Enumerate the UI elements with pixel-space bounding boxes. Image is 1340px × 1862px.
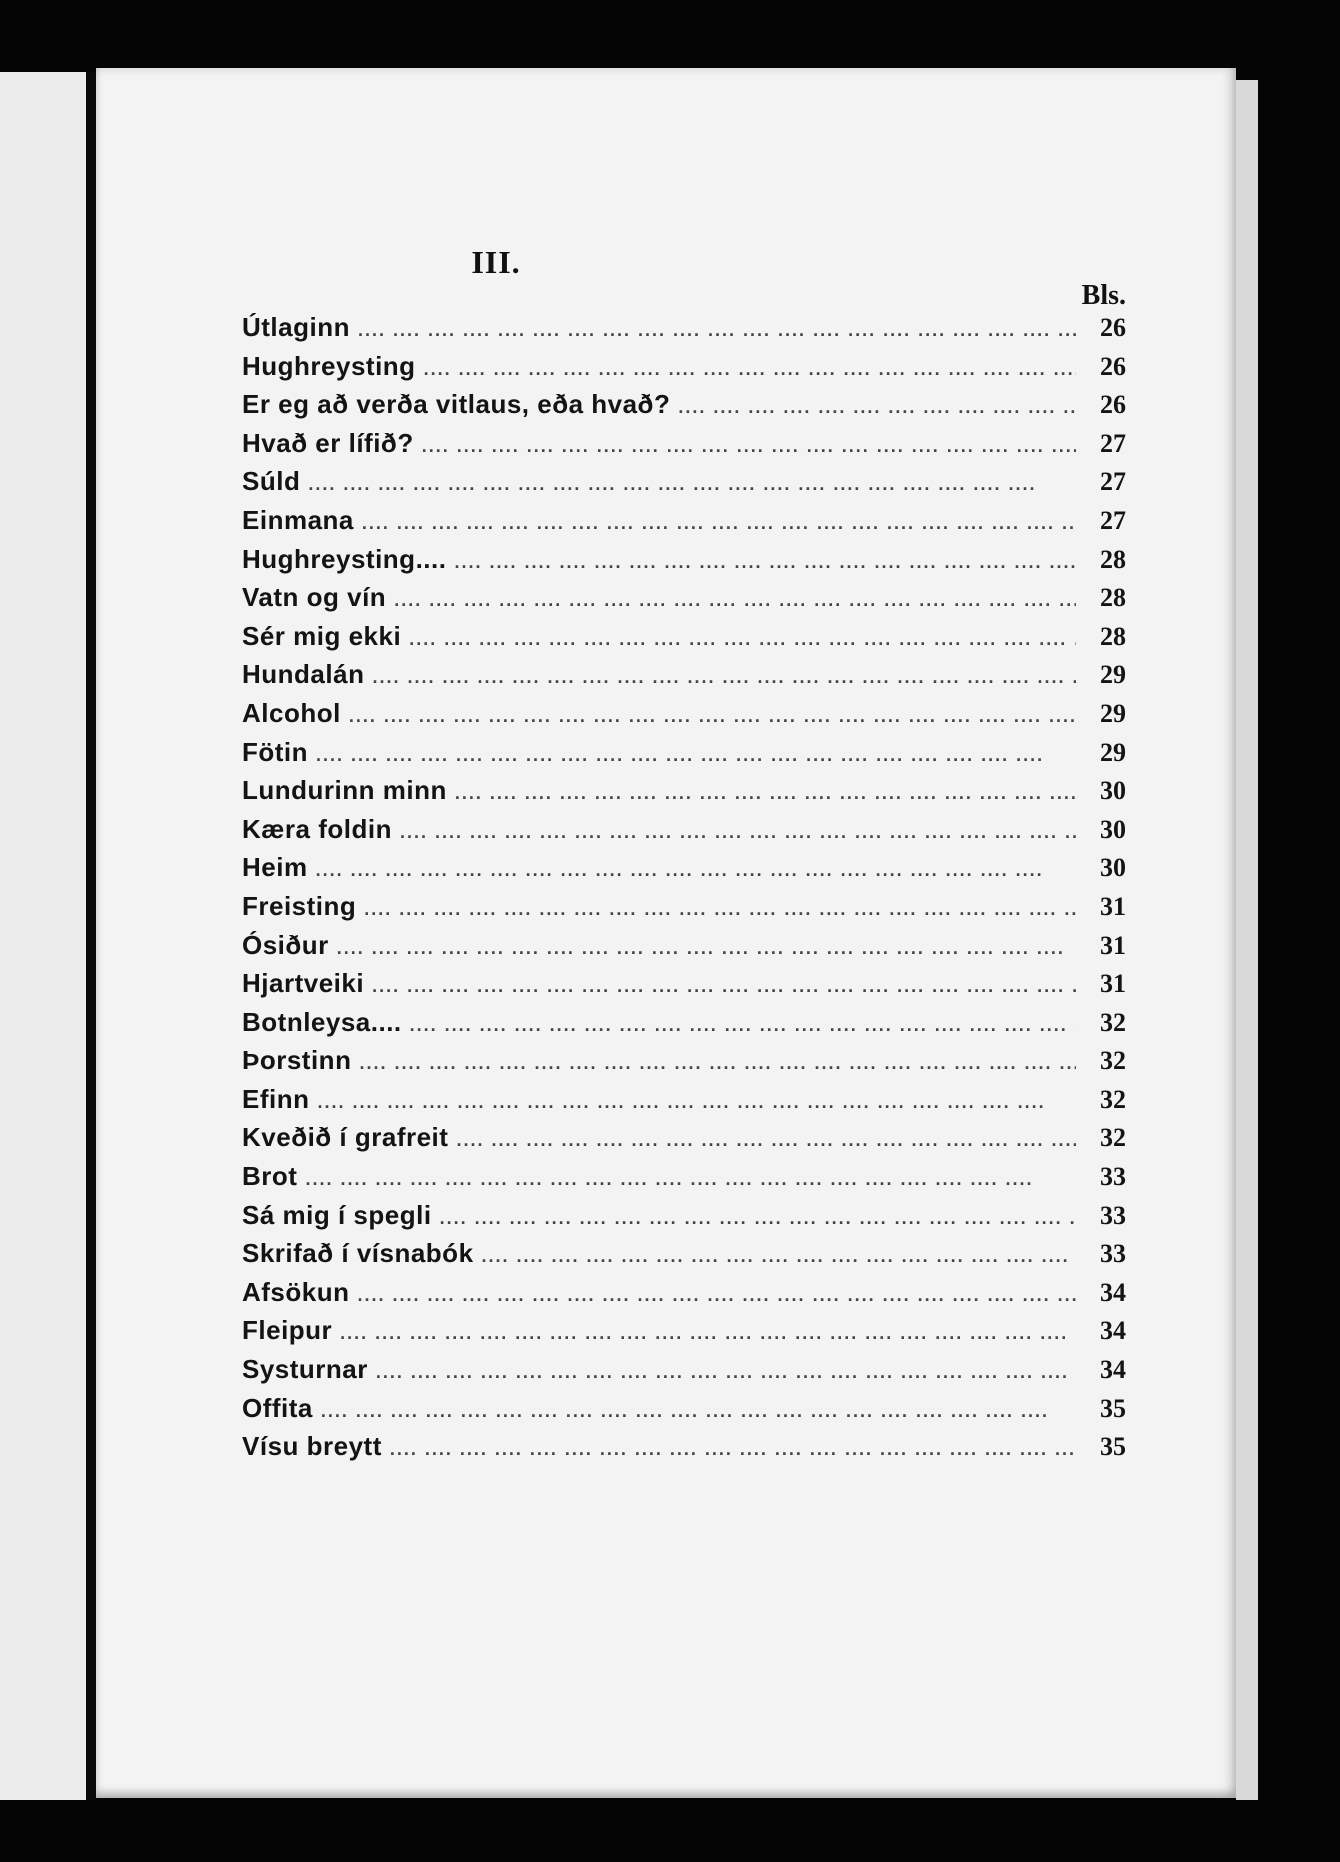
toc-entry-page: 30 xyxy=(1100,776,1126,806)
page-gutter xyxy=(86,72,96,1800)
toc-entry xyxy=(242,1080,1126,1119)
dot-leader xyxy=(364,890,1076,929)
toc-entry-page: 27 xyxy=(1100,505,1126,535)
dot-leader xyxy=(455,774,1076,813)
toc-entry xyxy=(242,540,1126,579)
toc-entry-title: Fötin xyxy=(242,736,309,767)
toc-entry xyxy=(242,1196,1126,1235)
toc-entry-title: Afsökun xyxy=(242,1276,350,1307)
scanned-page xyxy=(96,68,1236,1798)
toc-entry-page: 27 xyxy=(1100,428,1126,458)
toc-entry-page: 32 xyxy=(1100,1084,1126,1114)
dot-leader xyxy=(424,350,1076,389)
toc-entry-title: Freisting xyxy=(242,890,357,921)
toc-entry-title: Hjartveiki xyxy=(242,968,365,999)
toc-entry xyxy=(242,347,1126,386)
toc-entry xyxy=(242,462,1126,501)
toc-entry-page: 29 xyxy=(1100,737,1126,767)
toc-entry-page: 33 xyxy=(1100,1200,1126,1230)
toc-entry xyxy=(242,1003,1126,1042)
toc-entry-title: Hughreysting xyxy=(242,350,416,381)
dot-leader xyxy=(390,1430,1076,1469)
dot-leader xyxy=(394,581,1076,620)
toc-entry xyxy=(242,1273,1126,1312)
toc-entry-page: 33 xyxy=(1100,1162,1126,1192)
toc-entry-title: Er eg að verða vitlaus, eða hvað? xyxy=(242,389,671,420)
dot-leader xyxy=(359,1044,1076,1083)
page-right-edge xyxy=(1236,80,1258,1800)
toc-entry-page: 31 xyxy=(1100,891,1126,921)
toc-entry-page: 29 xyxy=(1100,698,1126,728)
dot-leader xyxy=(422,427,1076,466)
dot-leader xyxy=(340,1314,1076,1353)
dot-leader xyxy=(410,1006,1076,1045)
dot-leader xyxy=(316,851,1076,890)
toc-entry-title: Fleipur xyxy=(242,1315,333,1346)
toc-entry xyxy=(242,424,1126,463)
facing-page-edge xyxy=(0,72,88,1800)
toc-entry xyxy=(242,733,1126,772)
toc-entry-page: 32 xyxy=(1100,1007,1126,1037)
toc-entry xyxy=(242,1427,1126,1466)
dot-leader xyxy=(362,504,1076,543)
toc-entry xyxy=(242,1234,1126,1273)
toc-entry-page: 35 xyxy=(1100,1432,1126,1462)
toc-entry-title: Ósiður xyxy=(242,929,329,960)
toc-entry-title: Vísu breytt xyxy=(242,1431,382,1462)
toc-entry xyxy=(242,1041,1126,1080)
toc-entry-page: 35 xyxy=(1100,1393,1126,1423)
toc-entry xyxy=(242,964,1126,1003)
toc-entry-page: 27 xyxy=(1100,467,1126,497)
toc-entry-title: Hundalán xyxy=(242,659,365,690)
toc-entry-page: 31 xyxy=(1100,930,1126,960)
toc-entry-title: Hvað er lífið? xyxy=(242,427,414,458)
toc-entry-title: Þorstinn xyxy=(242,1045,352,1076)
toc-entry-page: 32 xyxy=(1100,1123,1126,1153)
toc-entry-title: Kveðið í grafreit xyxy=(242,1122,449,1153)
toc-entry-page: 26 xyxy=(1100,351,1126,381)
toc-entry-page: 34 xyxy=(1100,1277,1126,1307)
toc-entry xyxy=(242,1118,1126,1157)
toc-entry xyxy=(242,1311,1126,1350)
dot-leader xyxy=(305,1160,1076,1199)
dot-leader xyxy=(456,1121,1076,1160)
toc-entry xyxy=(242,1350,1126,1389)
toc-entry-page: 26 xyxy=(1100,390,1126,420)
dot-leader xyxy=(372,658,1076,697)
page-column-label: Bls. xyxy=(1081,280,1126,311)
toc-entry-page: 32 xyxy=(1100,1046,1126,1076)
toc-entry-title: Skrifað í vísnabók xyxy=(242,1238,474,1269)
dot-leader xyxy=(349,697,1076,736)
toc-entry xyxy=(242,1389,1126,1428)
toc-entry-title: Lundurinn minn xyxy=(242,775,447,806)
toc-entry-title: Sér mig ekki xyxy=(242,620,402,651)
toc-entry xyxy=(242,771,1126,810)
toc-entry-title: Vatn og vín xyxy=(242,582,387,613)
toc-entry xyxy=(242,617,1126,656)
toc-entry-page: 28 xyxy=(1100,583,1126,613)
dot-leader xyxy=(316,736,1076,775)
toc-entry-title: Alcohol xyxy=(242,697,341,728)
dot-leader xyxy=(454,543,1076,582)
toc-entry-page: 31 xyxy=(1100,969,1126,999)
toc-entry-page: 34 xyxy=(1100,1316,1126,1346)
dot-leader xyxy=(440,1199,1076,1238)
toc-entry-title: Útlaginn xyxy=(242,312,350,342)
toc-entry-title: Heim xyxy=(242,852,308,883)
toc-entry xyxy=(242,308,1126,347)
toc-entry-title: Systurnar xyxy=(242,1354,368,1385)
toc-entry xyxy=(242,887,1126,926)
toc-entry xyxy=(242,848,1126,887)
toc-entry-title: Offita xyxy=(242,1392,313,1423)
toc-entry-page: 28 xyxy=(1100,621,1126,651)
dot-leader xyxy=(400,813,1076,852)
dot-leader xyxy=(678,388,1076,427)
dot-leader xyxy=(358,1276,1077,1315)
toc-entry-page: 28 xyxy=(1100,544,1126,574)
dot-leader xyxy=(409,620,1076,659)
dot-leader xyxy=(337,929,1076,968)
table-of-contents xyxy=(242,308,1126,1466)
toc-entry-title: Hughreysting.... xyxy=(242,543,447,574)
toc-entry-page: 30 xyxy=(1100,853,1126,883)
toc-entry-title: Efinn xyxy=(242,1083,310,1114)
dot-leader xyxy=(308,465,1076,504)
toc-entry xyxy=(242,385,1126,424)
toc-entry xyxy=(242,655,1126,694)
toc-entry-title: Sá mig í spegli xyxy=(242,1199,432,1230)
section-heading: III. xyxy=(471,244,521,280)
toc-entry xyxy=(242,694,1126,733)
toc-entry xyxy=(242,926,1126,965)
toc-entry-title: Brot xyxy=(242,1161,298,1192)
dot-leader xyxy=(376,1353,1076,1392)
toc-entry-page: 34 xyxy=(1100,1355,1126,1385)
dot-leader xyxy=(372,967,1076,1006)
toc-entry-title: Einmana xyxy=(242,504,354,535)
toc-entry xyxy=(242,1157,1126,1196)
toc-entry-title: Botnleysa.... xyxy=(242,1006,402,1037)
toc-entry xyxy=(242,810,1126,849)
toc-entry-page: 26 xyxy=(1100,313,1126,342)
dot-leader xyxy=(358,311,1076,350)
dot-leader xyxy=(321,1392,1076,1431)
dot-leader xyxy=(482,1237,1076,1276)
toc-entry-page: 33 xyxy=(1100,1239,1126,1269)
toc-entry-page: 29 xyxy=(1100,660,1126,690)
toc-entry-title: Kæra foldin xyxy=(242,813,392,844)
toc-entry xyxy=(242,578,1126,617)
toc-entry-title: Súld xyxy=(242,466,301,497)
toc-entry-page: 30 xyxy=(1100,814,1126,844)
toc-entry xyxy=(242,501,1126,540)
dot-leader xyxy=(318,1083,1077,1122)
